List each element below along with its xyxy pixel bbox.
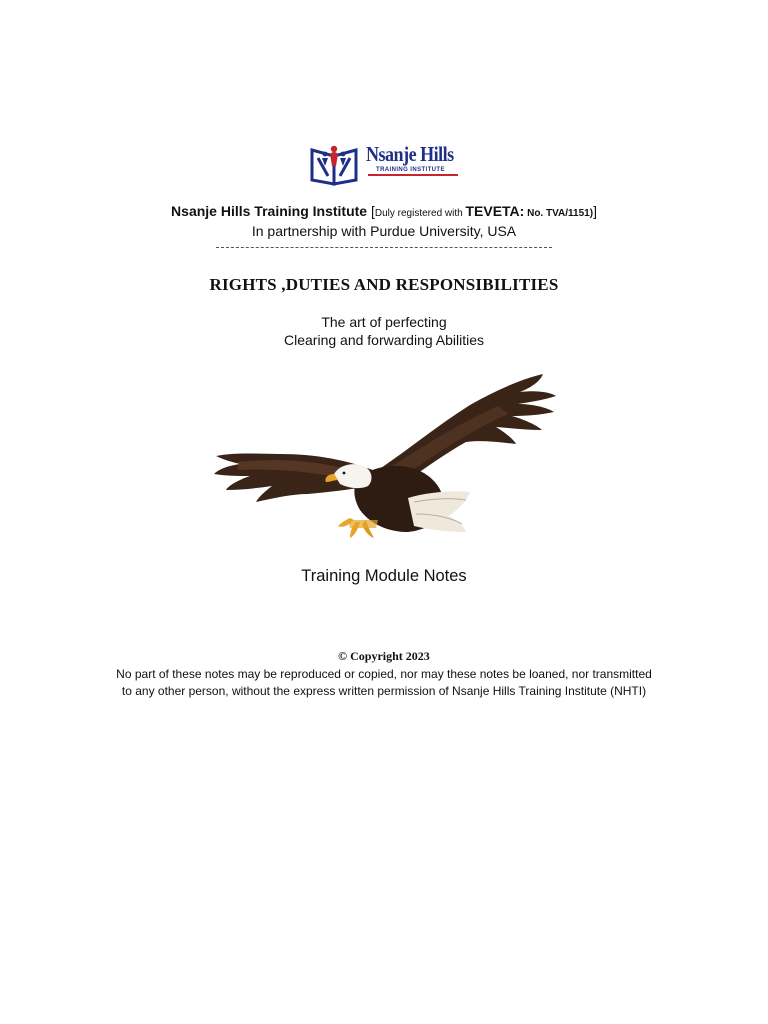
partnership-line: In partnership with Purdue University, USA xyxy=(251,223,517,239)
registration-number: No. TVA/1151) xyxy=(524,208,594,219)
bald-eagle-flying-icon xyxy=(208,370,560,555)
registered-text: Duly registered with xyxy=(374,208,466,219)
subtitle-line-1: The art of perfecting xyxy=(321,314,447,330)
logo-wordmark: Nsanje Hills xyxy=(366,142,454,166)
institute-name: Nsanje Hills Training Institute xyxy=(171,203,368,219)
document-title: RIGHTS ,DUTIES AND RESPONSIBILITIES xyxy=(209,275,559,294)
institute-logo xyxy=(308,140,460,188)
logo-underline xyxy=(368,174,458,176)
teveta-label: TEVETA: xyxy=(465,203,525,219)
dashed-separator xyxy=(216,247,552,248)
subtitle-line-2: Clearing and forwarding Abilities xyxy=(284,332,484,348)
copyright-notice: No part of these notes may be reproduced or copied, nor may these notes be loaned, nor transmitted to any other person, without the express written permission of Nsanje Hills Training Institute (NHTI) xyxy=(116,667,652,698)
close-bracket: ] xyxy=(593,203,597,219)
copyright-line: © Copyright 2023 xyxy=(338,649,430,663)
module-label: Training Module Notes xyxy=(301,567,467,585)
logo-tagline: TRAINING INSTITUTE xyxy=(376,167,445,173)
open-bracket: [ xyxy=(367,203,375,219)
institute-registration-line xyxy=(0,203,768,219)
